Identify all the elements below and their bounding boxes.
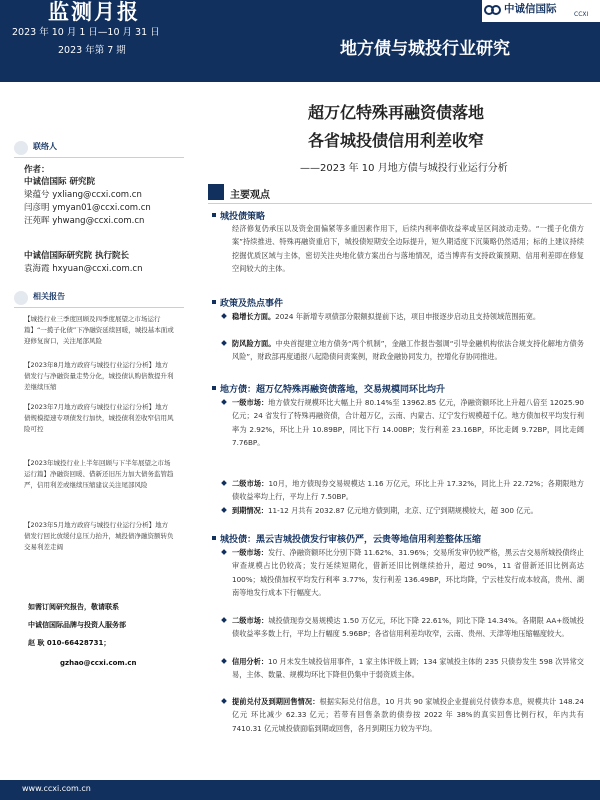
director-title: 中诚信国际研究院 执行院长: [24, 251, 129, 261]
contact-org: 中诚信国际品牌与投资人服务部: [28, 621, 126, 629]
bullet-lead: 一级市场：: [232, 548, 268, 557]
bullet-icon: [221, 340, 227, 346]
bullet-item: [232, 310, 584, 323]
section-heading: 政策及热点事件: [220, 296, 283, 309]
logo-text-en: CCXI: [574, 11, 589, 18]
bullet-item: [232, 477, 584, 504]
bullet-item: [232, 546, 584, 600]
bullet-lead: 稳增长方面。: [232, 312, 276, 321]
bullet-icon: [221, 480, 227, 486]
footer-bar: [0, 780, 600, 800]
contact-icon: [14, 141, 28, 155]
report-icon: [14, 291, 28, 305]
director-entry: 袁海霞 hxyuan@ccxi.com.cn: [24, 264, 143, 274]
bullet-text: 11-12 月共有 2032.87 亿元地方债到期，北京、辽宁到期规模较大，超 300 亿元。: [267, 506, 538, 515]
bullet-text: 根据实际兑付信息，10 月共 90 家城投企业提前兑付债券本息，规模共计 148.24 亿元 环比减少 62.33 亿元；若带有回售条款的债券按 2022 年 38%的真实回售比例行权，年内共有 7410.31 亿元城投债面临到期或回售，各月到期压力较为平均。: [232, 697, 584, 733]
key-points-heading: [208, 184, 592, 202]
contacts-label: 联络人: [33, 142, 57, 151]
bullet-lead: 一级市场：: [232, 398, 269, 407]
bullet-item: [232, 695, 584, 735]
report-type-title: 监测月报: [48, 0, 140, 24]
report-title-line1: 超万亿特殊再融资债落地: [307, 103, 484, 122]
bullet-item: [232, 337, 584, 364]
author-entry: 汪苑晖 yhwang@ccxi.com.cn: [24, 216, 145, 226]
key-points-icon: [208, 184, 224, 200]
author-label: 作者：: [24, 165, 50, 175]
bullet-icon: [221, 507, 227, 513]
bullet-item: [232, 504, 584, 517]
bullet-text: 发行、净融资额环比分别下降 11.62%、31.96%；交易所发审仍较严格，黑云吉交易所城投债终止审查规模占比仍较高；发行延续短期化，借新还旧比例继续抬升，超过 90%，11 省借新还旧比例高达 100%；城投债加权平均发行利率 3.77%，发行利差 136.49BP，环比均降，宁云桂发行成本较高，贵州、湖南等地发行成本下行幅度大。: [232, 548, 584, 598]
paragraph: [232, 222, 584, 276]
contact-person: 赵 耿 010-66428731；: [28, 639, 111, 647]
divider: [14, 307, 184, 308]
research-section-title: 地方债与城投行业研究: [340, 39, 510, 59]
related-label: 相关报告: [33, 292, 65, 301]
bullet-text: 城投债现券交易规模达 1.50 万亿元，环比下降 22.61%，同比下降 14.34%。各期限 AA+级城投债收益率多数上行，平均上行幅度 5.96BP；各省信用利差均收窄，云南、贵州、天津等地压缩幅度较大。: [232, 616, 584, 639]
footer-url-link[interactable]: www.ccxi.com.cn: [22, 784, 91, 793]
paragraph-text: 经济修复仍承压以及资金面偏紧等多重因素作用下，后续内利率债收益率或呈区间波动走势。“一揽子化债方案”持续推进、特殊再融资重启下，城投债短期安全边际提升，短久期适度下沉策略仍然适用；标的上建议持续挖掘优质区域与主体，密切关注央地化债方案出台与落地情况，适当博弈有支持政策预期、信用利差即在修复空间较大的主体。: [232, 224, 584, 274]
bullet-lead: 二级市场：: [232, 479, 269, 488]
bullet-text: 中央首提建立地方债务“两个机制”，金融工作报告强调“引导金融机构依法合规支持化解地方债务风险”，财政部再度通报八起隐债问责案例，财政金融协同发力，控增化存协同推进。: [232, 339, 584, 362]
report-subtitle: ——2023 年 10 月地方债与城投行业运行分析: [300, 163, 508, 174]
ccxi-logo-icon: [484, 2, 502, 18]
logo-text-cn: 中诚信国际: [504, 3, 557, 15]
author-entry: 梁蕴兮 yxliang@ccxi.com.cn: [24, 190, 142, 200]
report-title-line2: 各省城投债信用利差收窄: [307, 131, 484, 150]
bullet-item: [232, 614, 584, 641]
bullet-icon: [221, 658, 227, 664]
related-report-link[interactable]: 【2023年8月地方政府与城投行业运行分析】地方债发行与净融资量走势分化，城投债认购倍数提升利差继续压缩: [24, 361, 174, 391]
section-heading: 地方债：超万亿特殊再融资债落地，交易规模同环比均升: [220, 382, 445, 395]
bullet-text: 2024 年新增专项债部分限额拟提前下达，项目申报逐步启动且支持领域范围拓宽。: [275, 312, 541, 321]
bullet-text: 地方债发行规模环比大幅上升 80.14%至 13962.85 亿元，净融资额环比上升超八倍至 12025.90 亿元；24 省发行了特殊再融资债，合计超万亿，云南、内蒙古、辽宁发行规模超千亿。地方债加权平均发行利率为 2.92%，环比上升 10.89BP，同比下行 14.00BP；发行利差 23.16BP，环比走阔 9.72BP，同比走阔 7.76BP。: [232, 398, 584, 448]
report-date-range: 2023 年 10 月 1 日—10 月 31 日: [12, 27, 160, 38]
bullet-lead: 二级市场：: [232, 616, 269, 625]
bullet-icon: [221, 399, 227, 405]
bullet-icon: [221, 617, 227, 623]
related-report-link[interactable]: 【2023年城投行业上半年回顾与下半年展望之市场运行篇】净融资回暖、借新还旧压力加大债务监管趋严，信用利差或继续压缩建议关注尾部风险: [24, 459, 174, 489]
contact-email[interactable]: gzhao@ccxi.com.cn: [60, 659, 137, 667]
bullet-icon: [221, 549, 227, 555]
section-heading: 城投债策略: [220, 209, 265, 222]
bullet-lead: 信用分析：: [232, 657, 269, 666]
bullet-item: [232, 655, 584, 682]
bullet-item: [232, 396, 584, 450]
bullet-text: 10月，地方债现券交易规模达 1.16 万亿元，环比上升 17.32%，同比上升 22.72%；各期限地方债收益率均上行，平均上行 7.50BP。: [232, 479, 584, 502]
ccxi-logo: [482, 0, 600, 22]
bullet-icon: [221, 313, 227, 319]
related-reports-heading: [14, 290, 184, 306]
divider: [208, 203, 592, 204]
subscribe-title: 如需订阅研究报告，敬请联系: [28, 603, 119, 611]
institute-name: 中诚信国际 研究院: [24, 177, 95, 187]
bullet-lead: 防风险方面。: [232, 339, 276, 348]
bullet-icon: [221, 698, 227, 704]
section-heading: 城投债：黑云吉城投债发行审核仍严，云贵等地信用利差整体压缩: [220, 532, 481, 545]
bullet-lead: 提前兑付及到期回售情况：: [232, 697, 320, 706]
report-header: [0, 0, 600, 82]
bullet-lead: 到期情况：: [232, 506, 268, 515]
divider: [14, 157, 184, 158]
bullet-text: 10 月未发生城投信用事件，1 家主体评级上调；134 家城投主体的 235 只债券发生 598 次异常交易，主体、数量、规模均环比下降但仍集中于弱资质主体。: [232, 657, 584, 680]
related-report-link[interactable]: 【城投行业三季度回顾及四季度展望之市场运行篇】“一揽子化债”下净融资延续回暖，城投基本面或迎修复窗口，关注尾部风险: [24, 315, 174, 345]
author-entry: 闫彦明 ymyan01@ccxi.com.cn: [24, 203, 151, 213]
key-points-label: 主要观点: [230, 190, 270, 201]
related-report-link[interactable]: 【2023年5月地方政府与城投行业运行分析】地方债发行回比放缓付息压力抬升，城投债净融资额转负交易利差走阔: [24, 521, 174, 551]
contacts-heading: [14, 140, 184, 156]
report-issue: 2023 年第 7 期: [58, 45, 126, 56]
related-report-link[interactable]: 【2023年7月地方政府与城投行业运行分析】地方债规模提速专项债发行加快，城投债利差收窄信用风险可控: [24, 403, 174, 433]
